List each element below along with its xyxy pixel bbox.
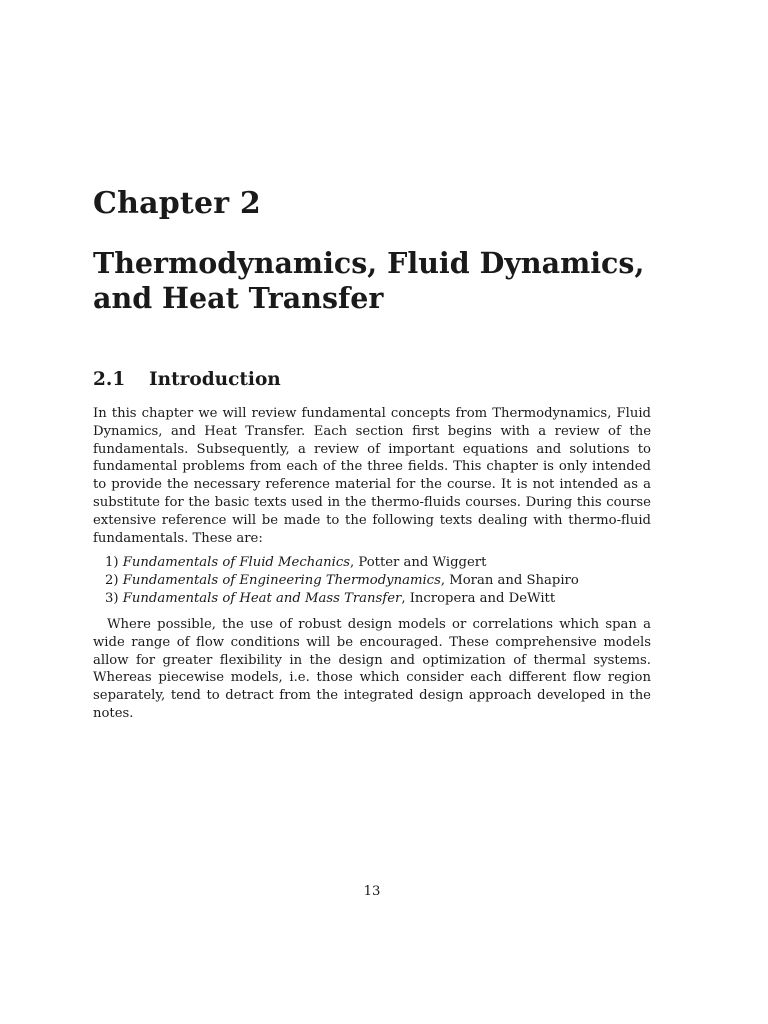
reference-authors: , Moran and Shapiro	[440, 572, 579, 588]
section-title: Introduction	[149, 369, 281, 390]
page-number: 13	[363, 884, 381, 899]
intro-paragraph: In this chapter we will review fundamental concepts from Thermodynamics, Fluid Dynamics, and Heat Transfer. Each section first begins with a review of the fundamentals. Subsequently, a review of important equations and solutions to fundamental problems from each of the three fields. This chapter is only intended to provide the necessary reference material for the course. It is not intended as a substitute for the basic texts used in the thermo-fluids courses. During this course extensive reference will be made to the following texts dealing with thermo-fluid fundamentals. These are:	[93, 406, 651, 546]
reference-title: Fundamentals of Engineering Thermodynamics	[122, 572, 441, 588]
section-number: 2.1	[93, 369, 126, 390]
reference-item	[105, 554, 651, 572]
reference-item	[105, 572, 651, 590]
reference-authors: , Potter and Wiggert	[349, 555, 487, 570]
section-heading	[93, 366, 281, 394]
design-models-paragraph: Where possible, the use of robust design models or correlations which span a wide range of flow conditions will be encouraged. These comprehensive models allow for greater flexibility in the design and optimization of thermal systems. Whereas piecewise models, i.e. those which consider each different flow region separately, tend to detract from the integrated design approach developed in the notes.	[93, 617, 651, 721]
reference-list	[105, 554, 651, 607]
chapter-label: Chapter 2	[93, 186, 261, 221]
reference-number: 3)	[105, 590, 119, 606]
reference-title: Fundamentals of Fluid Mechanics	[122, 555, 350, 570]
reference-number: 1)	[105, 555, 119, 570]
reference-number: 2)	[105, 572, 119, 588]
chapter-title: Thermodynamics, Fluid Dynamics, and Heat Transfer	[93, 246, 645, 315]
reference-authors: , Incropera and DeWitt	[401, 590, 556, 606]
reference-title: Fundamentals of Heat and Mass Transfer	[122, 590, 402, 606]
reference-item	[105, 590, 651, 608]
